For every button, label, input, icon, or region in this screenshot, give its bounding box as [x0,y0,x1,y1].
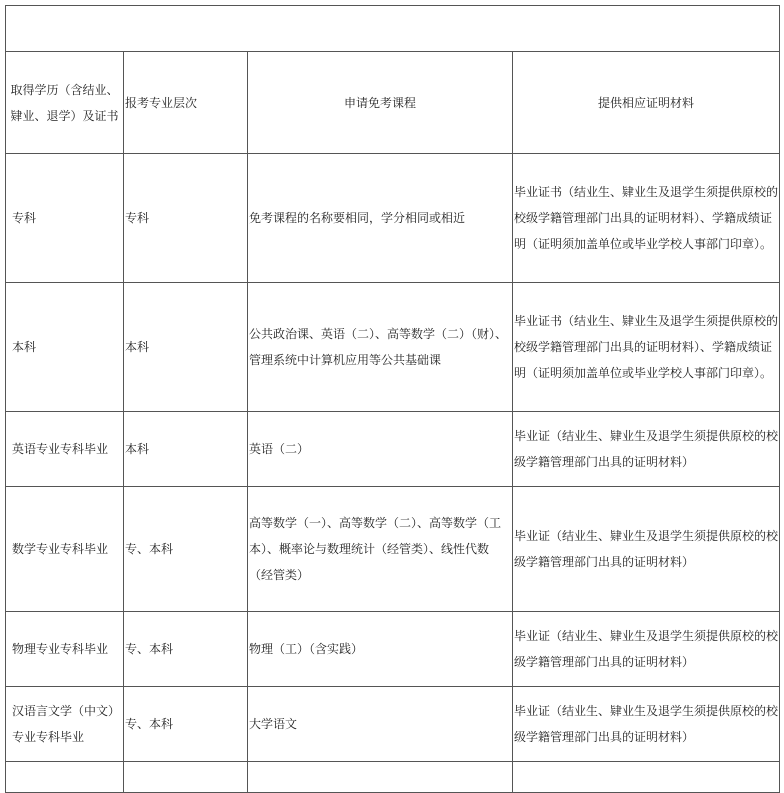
cell-materials: 毕业证（结业生、肄业生及退学生须提供原校的校级学籍管理部门出具的证明材料） [513,687,780,762]
cell-degree: 汉语言文学（中文）专业专科毕业 [6,687,124,762]
table-row-partial [6,762,780,793]
cell-empty [513,762,780,793]
cell-degree: 数学专业专科毕业 [6,487,124,612]
cell-level: 专、本科 [124,687,248,762]
cell-materials: 毕业证（结业生、肄业生及退学生须提供原校的校级学籍管理部门出具的证明材料） [513,412,780,487]
table-row [6,412,780,487]
table-row [6,283,780,412]
exemption-table [5,5,780,793]
cell-courses: 英语（二） [248,412,513,487]
header-level: 报考专业层次 [124,52,248,154]
cell-courses: 物理（工）（含实践） [248,612,513,687]
cell-courses: 大学语文 [248,687,513,762]
cell-degree: 物理专业专科毕业 [6,612,124,687]
cell-empty [124,762,248,793]
table-row [6,612,780,687]
cell-courses: 公共政治课、英语（二）、高等数学（二）（财）、管理系统中计算机应用等公共基础课 [248,283,513,412]
table-title-row [6,6,780,52]
cell-level: 本科 [124,412,248,487]
table-row [6,487,780,612]
cell-materials: 毕业证书（结业生、肄业生及退学生须提供原校的校级学籍管理部门出具的证明材料）、学籍成绩证明（证明须加盖单位或毕业学校人事部门印章）。 [513,154,780,283]
table-row [6,154,780,283]
cell-degree: 专科 [6,154,124,283]
cell-materials: 毕业证书（结业生、肄业生及退学生须提供原校的校级学籍管理部门出具的证明材料）、学籍成绩证明（证明须加盖单位或毕业学校人事部门印章）。 [513,283,780,412]
table-row [6,687,780,762]
cell-level: 本科 [124,283,248,412]
header-materials: 提供相应证明材料 [513,52,780,154]
cell-empty [6,762,124,793]
cell-courses: 高等数学（一）、高等数学（二）、高等数学（工本）、概率论与数理统计（经管类）、线性代数（经管类） [248,487,513,612]
cell-degree: 英语专业专科毕业 [6,412,124,487]
cell-materials: 毕业证（结业生、肄业生及退学生须提供原校的校级学籍管理部门出具的证明材料） [513,612,780,687]
cell-level: 专、本科 [124,487,248,612]
cell-materials: 毕业证（结业生、肄业生及退学生须提供原校的校级学籍管理部门出具的证明材料） [513,487,780,612]
header-degree: 取得学历（含结业、肄业、退学）及证书 [6,52,124,154]
cell-level: 专科 [124,154,248,283]
cell-courses: 免考课程的名称要相同，学分相同或相近 [248,154,513,283]
cell-empty [248,762,513,793]
cell-degree: 本科 [6,283,124,412]
table-header-row [6,52,780,154]
header-courses: 申请免考课程 [248,52,513,154]
cell-level: 专、本科 [124,612,248,687]
table-title-cell [6,6,780,52]
